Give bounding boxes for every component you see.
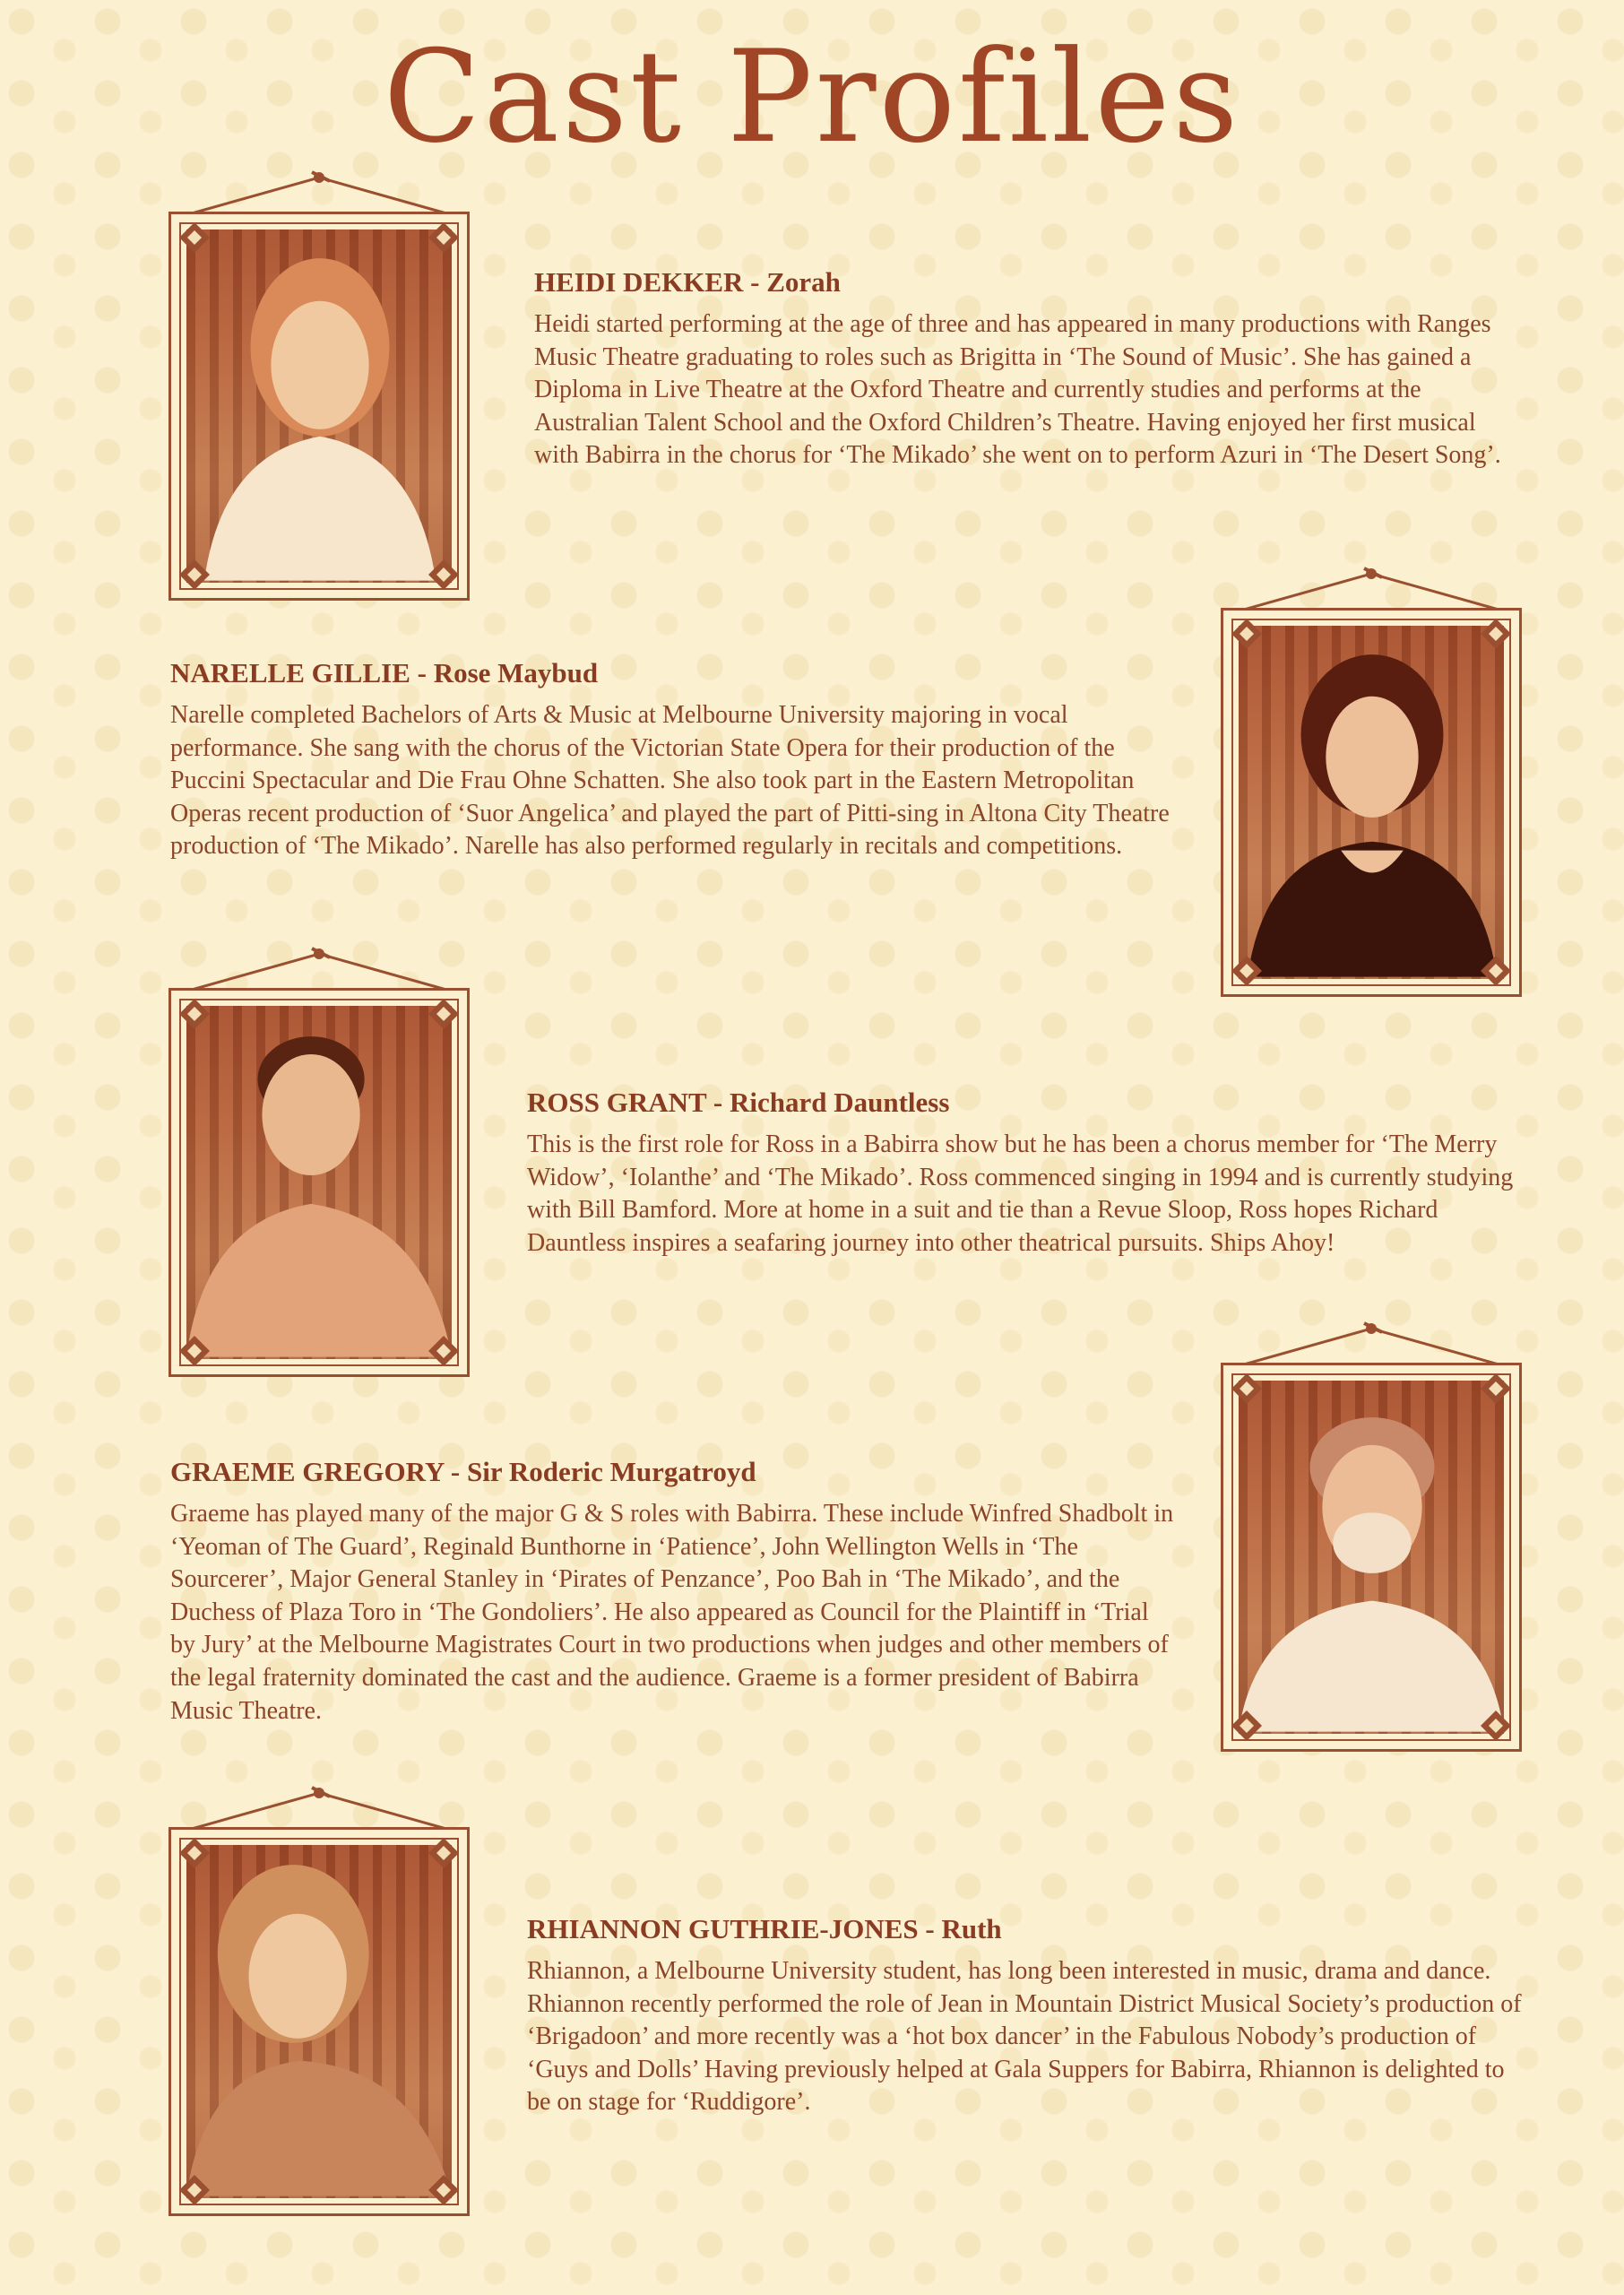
profile-name: NARELLE GILLIE - Rose Maybud [170, 657, 599, 688]
profile-name: RHIANNON GUTHRIE-JONES - Ruth [527, 1913, 1002, 1944]
page-title: Cast Profiles [383, 23, 1241, 171]
profile-bio: Heidi started performing at the age of three and has appeared in many productions with Ranges Music Theatre graduating to roles such as Brigitta in ‘The Sound of Music’. She has gained a Diploma in Live Theatre at the Oxford Theatre and currently studies and performs at the Australian Talent School and the Oxford Children’s Theatre. Having enjoyed her first musical with Babirra in the chorus for ‘The Mikado’ she went on to perform Azuri in ‘The Desert Song’. [534, 310, 1501, 470]
portrait-graeme-gregory [1221, 1320, 1522, 1752]
profile-bio: This is the first role for Ross in a Babirra show but he has been a chorus member for ‘The Merry Widow’, ‘Iolanthe’ and ‘The Mikado’. Ross commenced singing in 1994 and is currently studying with Bill Bamford. More at home in a suit and tie than a Revue Sloop, Ross hopes Richard Dauntless inspires a seafaring journey into other theatrical pursuits. Ships Ahoy! [527, 1130, 1514, 1257]
profile-bio: Rhiannon, a Melbourne University student, has long been interested in music, drama and dance. Rhiannon recently performed the role of Jean in Mountain District Musical Society’s production of ‘Brigadoon’ and more recently was a ‘hot box dancer’ in the Fabulous Nobody’s production of ‘Guys and Dolls’ Having previously helped at Gala Suppers for Babirra, Rhiannon is delighted to be on stage for ‘Ruddigore’. [527, 1957, 1522, 2117]
picture-frame [1221, 1363, 1522, 1752]
portrait-narelle-gillie [1221, 565, 1522, 997]
picture-frame [168, 988, 470, 1377]
profile-name: HEIDI DEKKER - Zorah [534, 266, 841, 298]
portrait-heidi-dekker [168, 169, 470, 601]
hanger-icon [168, 1784, 470, 1829]
portrait-rhiannon-guthrie-jones [168, 1784, 470, 2216]
picture-frame [168, 1827, 470, 2216]
photo [186, 1845, 452, 2198]
profile-name: ROSS GRANT - Richard Dauntless [527, 1087, 950, 1118]
photo [1239, 626, 1504, 979]
picture-frame [168, 212, 470, 601]
picture-frame [1221, 608, 1522, 997]
hanger-icon [1221, 565, 1522, 610]
profile-bio: Graeme has played many of the major G & S roles with Babirra. These include Winfred Shadbolt in ‘Yeoman of The Guard’, Reginald Bunthorne in ‘Patience’, John Wellington Wells in ‘The Sourcerer’, Major General Stanley in ‘Pirates of Penzance’, Poo Bah in ‘The Mikado’, and the Duchess of Plaza Toro in ‘The Gondoliers’. He also appeared as Council for the Plaintiff in ‘Trial by Jury’ at the Melbourne Magistrates Court in two productions when judges and other members of the legal fraternity dominated the cast and the audience. Graeme is a former president of Babirra Music Theatre. [170, 1500, 1174, 1725]
portrait-ross-grant [168, 945, 470, 1377]
profile-name: GRAEME GREGORY - Sir Roderic Murgatroyd [170, 1456, 756, 1487]
photo [186, 1006, 452, 1359]
profile-graeme-gregory [170, 1457, 1174, 1728]
hanger-icon [1221, 1320, 1522, 1364]
profile-narelle-gillie [170, 658, 1174, 863]
photo [1239, 1381, 1504, 1734]
profile-rhiannon-guthrie-jones [527, 1914, 1522, 2119]
profile-bio: Narelle completed Bachelors of Arts & Music at Melbourne University majoring in vocal performance. She sang with the chorus of the Victorian State Opera for their production of the Puccini Spectacular and Die Frau Ohne Schatten. She also took part in the Eastern Metropolitan Operas recent production of ‘Suor Angelica’ and played the part of Pitti-sing in Altona City Theatre production of ‘The Mikado’. Narelle has also performed regularly in recitals and competitions. [170, 701, 1170, 861]
hanger-icon [168, 169, 470, 213]
profile-heidi-dekker [534, 267, 1520, 472]
photo [186, 230, 452, 583]
profile-ross-grant [527, 1087, 1522, 1260]
hanger-icon [168, 945, 470, 990]
